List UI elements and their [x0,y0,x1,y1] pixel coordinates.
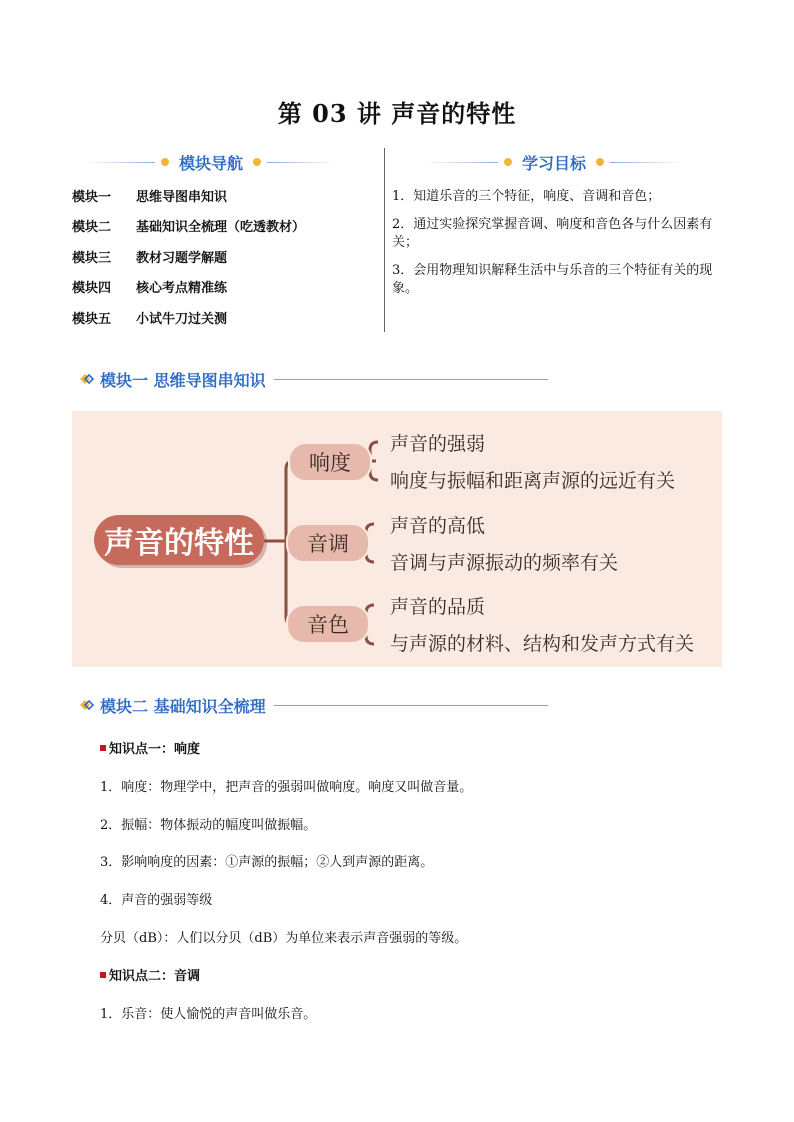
column-divider [384,148,385,332]
goal-item: 1．知道乐音的三个特征，响度、音调和音色； [392,189,661,204]
nav-item-1[interactable] [72,180,372,211]
dot-icon [504,158,512,166]
nav-item-text: 核心考点精准练 [136,281,228,297]
mind-map-leaf: 与声源的材料、结构和发声方式有关 [390,633,695,655]
module1-title: 模块一 思维导图串知识 [100,370,266,390]
paragraph: 3．影响响度的因素：①声源的振幅；②人到声源的距离。 [100,855,434,870]
paragraph: 1．响度：物理学中，把声音的强弱叫做响度。响度又叫做音量。 [100,780,473,795]
diamond-icon [78,696,96,714]
mind-map-leaf: 声音的强弱 [390,433,486,455]
mind-map-leaf: 音调与声源振动的频率有关 [390,552,619,574]
mind-map-leaf: 响度与振幅和距离声源的远近有关 [390,470,676,492]
nav-item-3[interactable] [72,241,372,272]
mind-map-root: 声音的特性 [94,515,264,565]
nav-item-4[interactable] [72,272,372,303]
knowledge-point-1 [100,738,200,757]
nav-header-line-right [267,162,336,163]
goals-header-label: 学习目标 [522,153,587,173]
red-square-icon [100,745,106,751]
module2-rule [274,705,548,706]
knowledge-point-2 [100,965,200,984]
goal-item: 2．通过实验探究掌握音调、响度和音色各与什么因素有关； [392,217,713,250]
goals-header-line-left [424,162,498,163]
nav-item-key: 模块五 [72,311,112,327]
nav-item-key: 模块四 [72,281,112,297]
nav-item-text: 基础知识全梳理（吃透教材） [136,220,306,236]
knowledge-point-title: 知识点二：音调 [109,969,201,984]
nav-item-text: 教材习题学解题 [136,250,228,266]
paragraph: 4．声音的强弱等级 [100,893,213,908]
module2-title: 模块二 基础知识全梳理 [100,696,266,716]
mind-map-branch-timbre: 音色 [286,604,370,644]
mind-map-branch-pitch: 音调 [286,523,370,563]
diamond-icon [78,370,96,388]
module1-header [78,368,548,390]
mind-map-leaf: 声音的高低 [390,515,486,537]
paragraph: 分贝（dB）：人们以分贝（dB）为单位来表示声音强弱的等级。 [100,931,468,946]
knowledge-point-title: 知识点一：响度 [109,742,201,757]
dot-icon [161,158,169,166]
mind-map-branch-loudness: 响度 [288,442,372,482]
nav-header [86,150,336,174]
nav-item-key: 模块三 [72,250,112,266]
goals-header [424,150,684,174]
dot-icon [253,158,261,166]
nav-item-2[interactable] [72,211,372,242]
paragraph: 2．振幅：物体振动的幅度叫做振幅。 [100,818,317,833]
red-square-icon [100,972,106,978]
paragraph: 1．乐音：使人愉悦的声音叫做乐音。 [100,1007,317,1022]
page-title: 第 03 讲 声音的特性 [277,99,517,128]
nav-header-line-left [86,162,155,163]
nav-item-5[interactable] [72,302,372,333]
nav-item-text: 思维导图串知识 [136,189,228,205]
nav-item-key: 模块二 [72,220,112,236]
mind-map-leaf: 声音的品质 [390,596,486,618]
module-nav-list [72,180,372,333]
goals-header-line-right [610,162,684,163]
dot-icon [596,158,604,166]
nav-item-text: 小试牛刀过关测 [136,311,228,327]
mind-map [72,411,722,667]
nav-item-key: 模块一 [72,189,112,205]
learning-goals [392,188,724,308]
nav-header-label: 模块导航 [179,153,244,173]
module1-rule [274,379,548,380]
goal-item: 3．会用物理知识解释生活中与乐音的三个特征有关的现象。 [392,263,713,296]
module2-header [78,694,548,716]
